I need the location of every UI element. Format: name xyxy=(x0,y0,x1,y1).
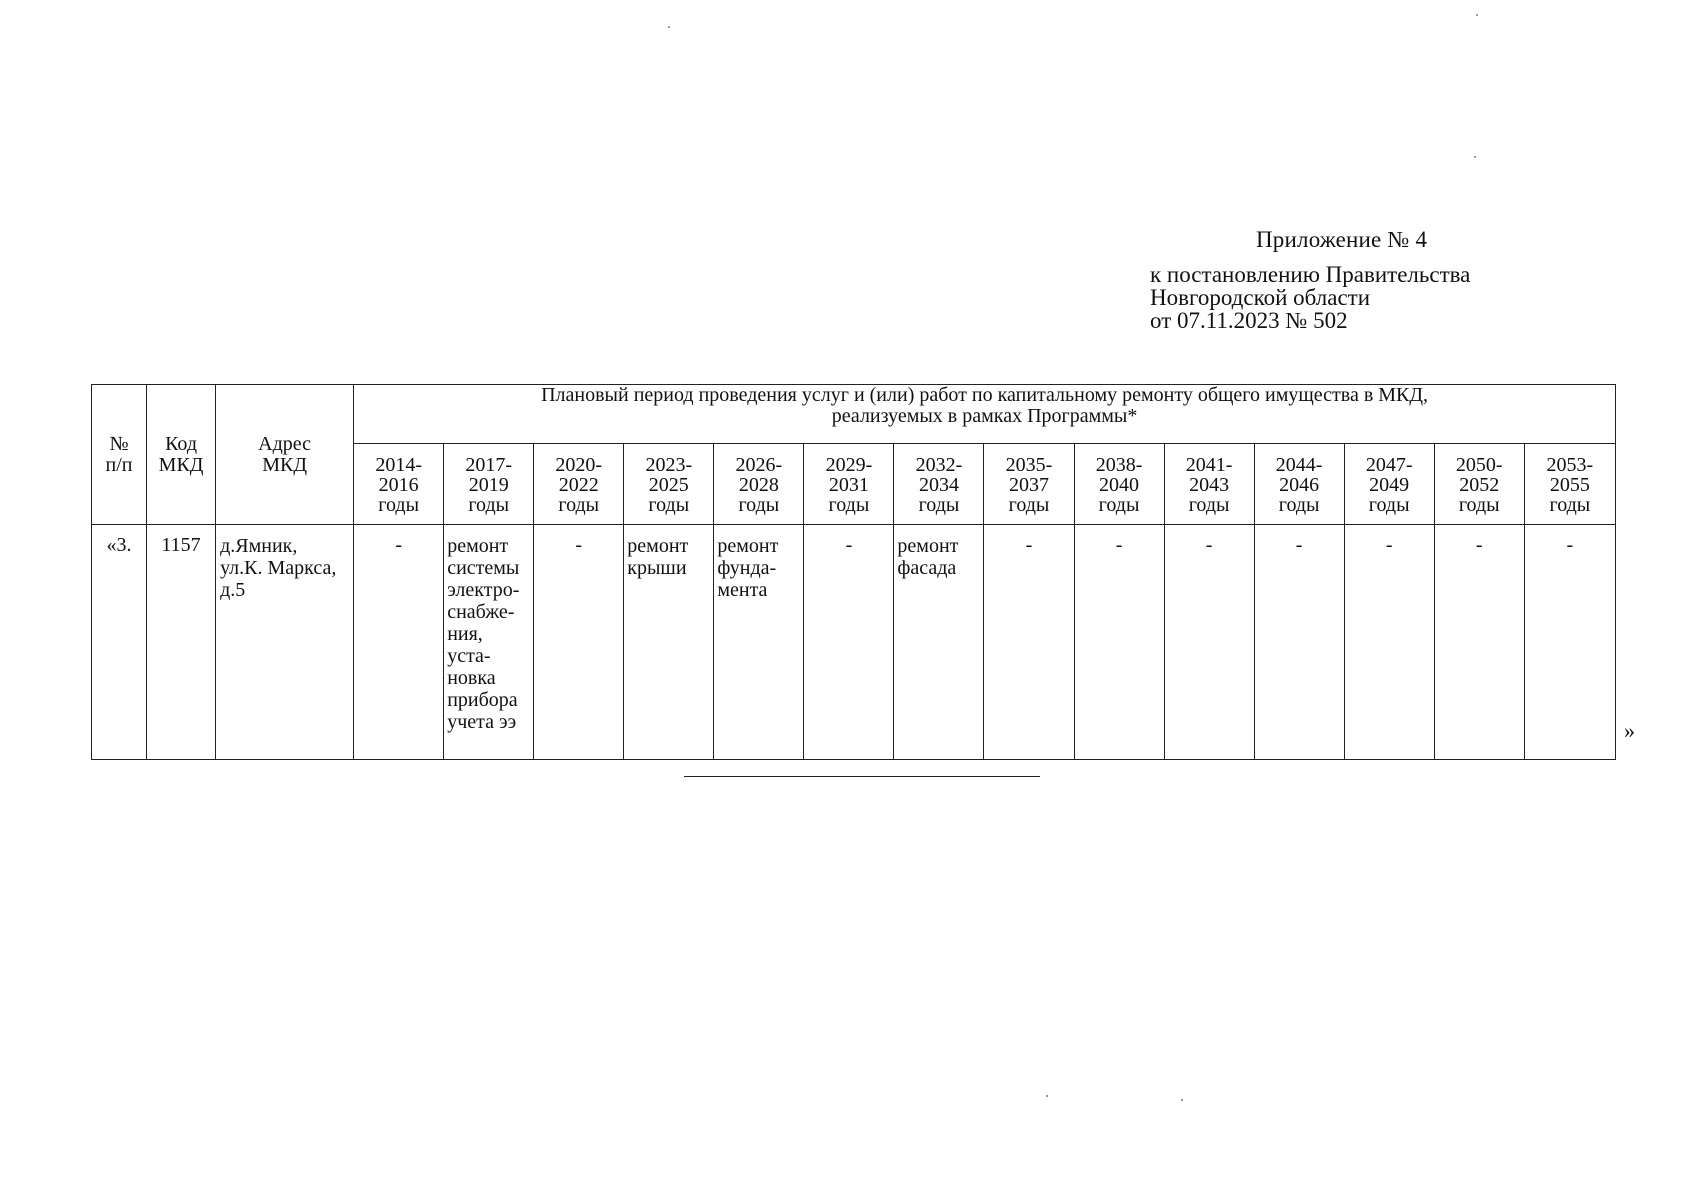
period-header xyxy=(1254,444,1344,525)
work-line: ремонт xyxy=(447,535,509,557)
work-line: прибора xyxy=(447,689,518,711)
work-line: системы xyxy=(447,557,520,579)
period-header-from: 2044- xyxy=(1275,454,1323,476)
work-cell-empty xyxy=(1344,525,1434,760)
period-header xyxy=(1344,444,1434,525)
period-header xyxy=(624,444,714,525)
scan-speck xyxy=(1181,1099,1183,1101)
period-header-to: 2052 xyxy=(1459,474,1500,496)
header-num-line: п/п xyxy=(105,453,133,476)
period-header-unit: годы xyxy=(1278,494,1320,516)
period-header-to: 2022 xyxy=(558,474,599,496)
period-header-to: 2016 xyxy=(378,474,419,496)
work-line: - xyxy=(395,534,402,556)
scan-speck xyxy=(1474,156,1476,158)
work-cell xyxy=(444,525,534,760)
period-header-to: 2040 xyxy=(1099,474,1140,496)
work-line: мента xyxy=(717,579,768,601)
work-line: ремонт xyxy=(627,535,689,557)
work-line: учета ээ xyxy=(447,711,517,733)
appendix-line: к постановлению Правительства xyxy=(1150,262,1471,287)
period-title-line: реализуемых в рамках Программы* xyxy=(831,405,1138,427)
work-cell-empty xyxy=(804,525,894,760)
period-header-from: 2020- xyxy=(555,454,603,476)
work-line: ния, xyxy=(447,623,483,645)
period-header-to: 2043 xyxy=(1189,474,1230,496)
period-header-from: 2038- xyxy=(1095,454,1143,476)
period-header-from: 2014- xyxy=(375,454,422,476)
period-header-from: 2017- xyxy=(465,454,513,476)
work-line: - xyxy=(1475,534,1483,556)
work-cell-empty xyxy=(1074,525,1164,760)
work-line: фунда- xyxy=(717,557,777,579)
work-line: - xyxy=(1295,534,1303,556)
end-rule xyxy=(684,776,1040,777)
period-header-unit: годы xyxy=(918,494,960,516)
header-code-line: МКД xyxy=(158,453,204,476)
period-header-unit: годы xyxy=(378,494,420,516)
period-header xyxy=(1164,444,1254,525)
period-header-from: 2023- xyxy=(645,454,693,476)
header-address xyxy=(216,385,354,525)
work-cell-empty xyxy=(1164,525,1254,760)
appendix-line: Новгородской области xyxy=(1150,285,1371,310)
period-header-to: 2046 xyxy=(1279,474,1320,496)
work-line: ремонт xyxy=(897,535,959,557)
work-cell xyxy=(714,525,804,760)
scan-speck xyxy=(1046,1095,1048,1097)
work-line: - xyxy=(1566,534,1574,556)
period-header-unit: годы xyxy=(1549,494,1591,516)
period-header-unit: годы xyxy=(468,494,510,516)
header-code xyxy=(147,385,216,525)
closing-quote: » xyxy=(1624,718,1635,743)
work-line: - xyxy=(1025,534,1033,556)
period-header-from: 2050- xyxy=(1455,454,1503,476)
work-line: - xyxy=(575,534,583,556)
period-header-from: 2032- xyxy=(915,454,963,476)
header-code-line: Код xyxy=(165,432,198,455)
period-header xyxy=(804,444,894,525)
work-cell-empty xyxy=(1254,525,1344,760)
row-code: 1157 xyxy=(147,525,216,760)
period-header-from: 2041- xyxy=(1185,454,1233,476)
period-title-line: Плановый период проведения услуг и (или) работ по капитальному ремонту общего имущества в МКД, xyxy=(541,384,1429,406)
row-number: «3. xyxy=(92,525,147,760)
work-cell-empty xyxy=(1524,525,1615,760)
period-header xyxy=(1434,444,1524,525)
work-line: электро- xyxy=(447,579,520,601)
period-header-unit: годы xyxy=(558,494,600,516)
period-header xyxy=(714,444,804,525)
period-header xyxy=(1524,444,1615,525)
period-header-unit: годы xyxy=(648,494,690,516)
period-header-to: 2049 xyxy=(1369,474,1410,496)
period-header-unit: годы xyxy=(738,494,780,516)
appendix-line: от 07.11.2023 № 502 xyxy=(1150,308,1348,333)
header-num xyxy=(92,385,147,525)
address-line: д.Ямник, xyxy=(220,535,298,557)
period-header-to: 2031 xyxy=(828,474,869,496)
address-line: ул.К. Маркса, xyxy=(220,557,337,579)
header-num-line: № xyxy=(109,432,129,455)
work-line: фасада xyxy=(897,557,957,579)
period-header-from: 2026- xyxy=(735,454,783,476)
period-header-unit: годы xyxy=(1008,494,1050,516)
work-cell-empty xyxy=(984,525,1074,760)
period-header-to: 2025 xyxy=(648,474,689,496)
period-header-from: 2053- xyxy=(1546,454,1594,476)
period-header-from: 2035- xyxy=(1005,454,1053,476)
work-line: - xyxy=(1115,534,1123,556)
period-header-unit: годы xyxy=(828,494,870,516)
work-cell xyxy=(624,525,714,760)
period-header xyxy=(984,444,1074,525)
scan-speck xyxy=(1476,14,1478,16)
period-header-unit: годы xyxy=(1098,494,1140,516)
period-header xyxy=(444,444,534,525)
appendix-title: Приложение № 4 xyxy=(1256,227,1428,252)
period-group-header xyxy=(354,385,1616,444)
period-header-unit: годы xyxy=(1458,494,1500,516)
header-address-line: Адрес xyxy=(258,432,312,455)
period-header-to: 2037 xyxy=(1008,474,1049,496)
work-line: - xyxy=(845,534,853,556)
work-cell xyxy=(894,525,984,760)
work-line: снабже- xyxy=(447,601,515,623)
period-header-from: 2047- xyxy=(1365,454,1413,476)
period-header-to: 2055 xyxy=(1549,474,1590,496)
period-header xyxy=(894,444,984,525)
work-cell-empty xyxy=(354,525,444,760)
work-line: крыши xyxy=(627,557,687,579)
table-row xyxy=(92,525,1616,760)
work-line: новка xyxy=(447,667,496,689)
period-header-to: 2034 xyxy=(918,474,959,496)
row-address xyxy=(216,525,354,760)
work-line: - xyxy=(1385,534,1393,556)
period-header-to: 2028 xyxy=(738,474,779,496)
scan-speck xyxy=(668,26,670,28)
work-line: уста- xyxy=(447,645,491,667)
work-cell-empty xyxy=(534,525,624,760)
period-header-unit: годы xyxy=(1188,494,1230,516)
period-header xyxy=(1074,444,1164,525)
period-header-unit: годы xyxy=(1368,494,1410,516)
repair-schedule-table xyxy=(91,384,1616,760)
period-header-to: 2019 xyxy=(468,474,509,496)
period-header-from: 2029- xyxy=(825,454,873,476)
work-line: ремонт xyxy=(717,535,779,557)
work-line: - xyxy=(1205,534,1213,556)
header-address-line: МКД xyxy=(262,453,307,476)
work-cell-empty xyxy=(1434,525,1524,760)
period-header xyxy=(534,444,624,525)
period-header xyxy=(354,444,444,525)
appendix-header xyxy=(1150,228,1570,332)
address-line: д.5 xyxy=(220,579,246,601)
